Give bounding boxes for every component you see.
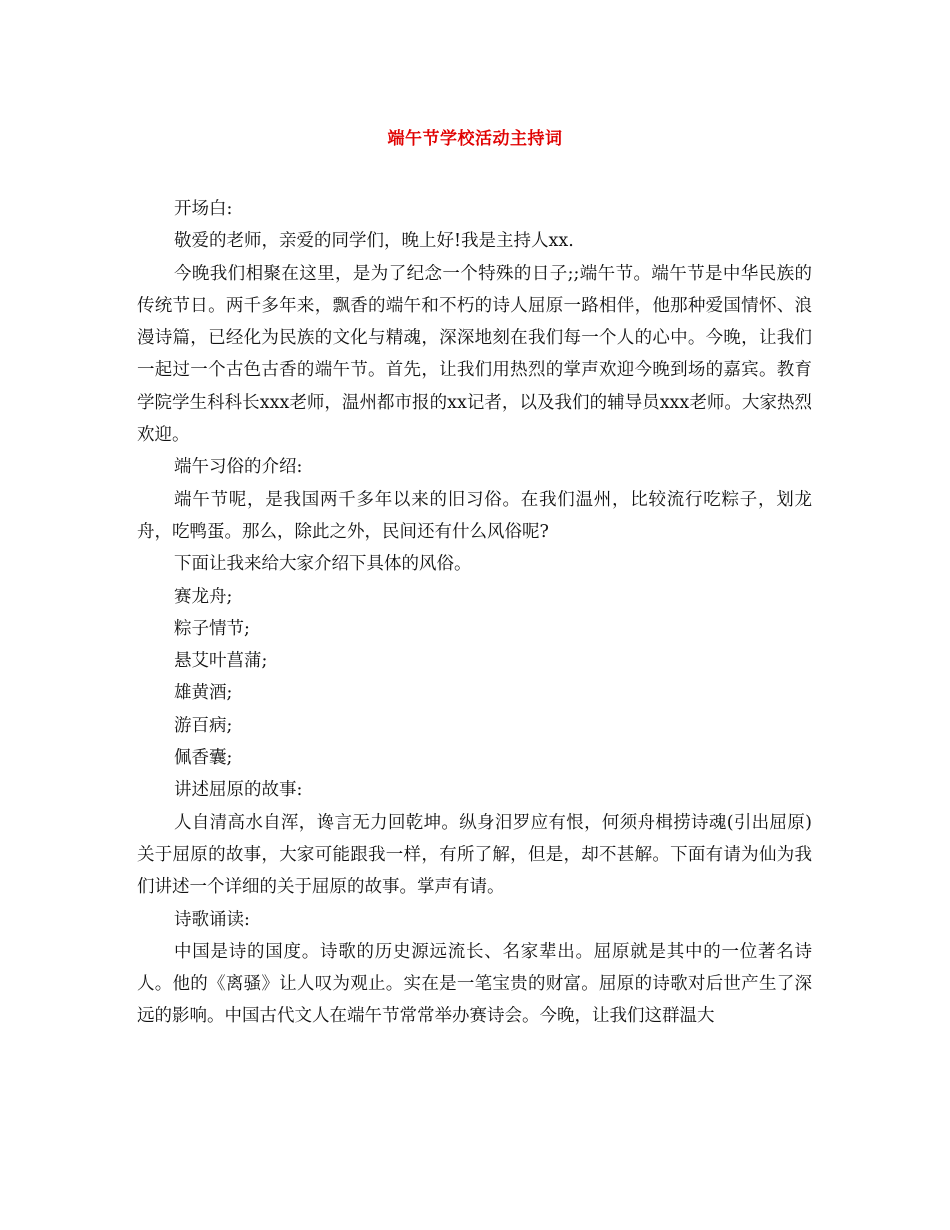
list-item-custom: 游百病; — [174, 715, 233, 736]
paragraph-opening-heading: 开场白: — [174, 199, 233, 219]
paragraph-quyuan-story: 人自清高水自浑，谗言无力回乾坤。纵身汨罗应有恨，何须舟楫捞诗魂(引出屈原) 关于屈原的故事，大家可能跟我一样，有所了解，但是，却不甚解。下面有请为仙为我们讲述一个详细的关于屈原的故事。掌声有请。 — [137, 812, 812, 898]
list-item-custom: 赛龙舟; — [174, 586, 233, 607]
list-item-custom: 粽子情节; — [174, 618, 250, 639]
paragraph-quyuan-heading: 讲述屈原的故事: — [174, 780, 303, 801]
paragraph-customs-lead: 下面让我来给大家介绍下具体的风俗。 — [174, 554, 472, 575]
document-title: 端午节学校活动主持词 — [387, 129, 563, 149]
paragraph-introduction: 今晚我们相聚在这里，是为了纪念一个特殊的日子;;端午节。端午节是中华民族的传统节日。两千多年来，飘香的端午和不朽的诗人屈原一路相伴，他那种爱国情怀、浪漫诗篇，已经化为民族的文化与精魂，深深地刻在我们每一个人的心中。今晚，让我们一起过一个古色古香的端午节。首先，让我们用热烈的掌声欢迎今晚到场的嘉宾。教育学院学生科科长xxx老师，温州都市报的xx记者，以及我们的辅导员xxx老师。大家热烈欢迎。 — [137, 263, 812, 446]
document-body — [137, 193, 812, 1033]
list-item-custom: 悬艾叶菖蒲; — [174, 651, 268, 672]
list-item-custom: 雄黄酒; — [174, 683, 233, 704]
paragraph-poetry-heading: 诗歌诵读: — [174, 909, 250, 930]
paragraph-customs-heading: 端午习俗的介绍: — [174, 457, 303, 478]
list-item-custom: 佩香囊; — [174, 748, 233, 769]
paragraph-customs-intro: 端午节呢，是我国两千多年以来的旧习俗。在我们温州，比较流行吃粽子，划龙舟，吃鸭蛋。那么，除此之外，民间还有什么风俗呢? — [137, 489, 812, 542]
paragraph-poetry: 中国是诗的国度。诗歌的历史源远流长、名家辈出。屈原就是其中的一位著名诗人。他的《离骚》让人叹为观止。实在是一笔宝贵的财富。屈原的诗歌对后世产生了深远的影响。中国古代文人在端午节常常举办赛诗会。今晚，让我们这群温大 — [137, 941, 812, 1027]
paragraph-greeting: 敬爱的老师，亲爱的同学们，晚上好!我是主持人xx. — [174, 231, 574, 252]
